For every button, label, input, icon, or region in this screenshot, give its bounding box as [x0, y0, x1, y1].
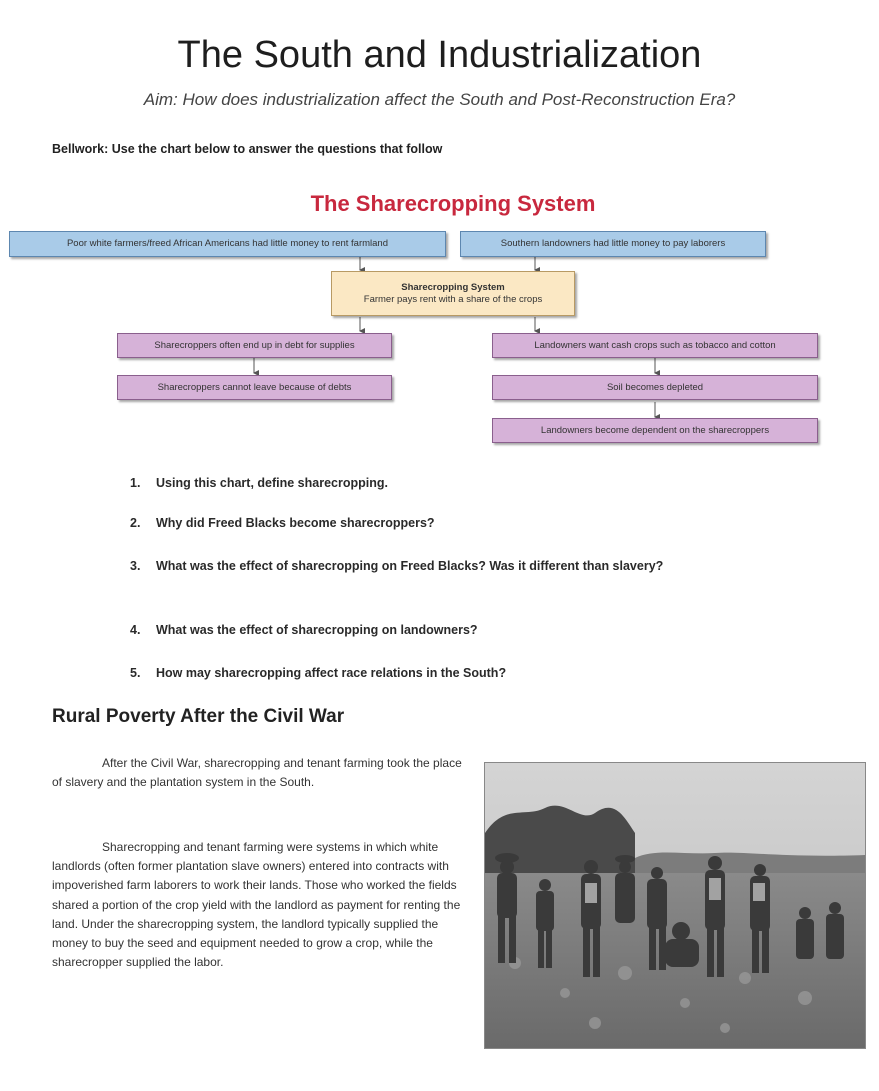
box-cannot-leave: Sharecroppers cannot leave because of debts [117, 375, 392, 400]
paragraph-1 [52, 754, 470, 792]
page-title: The South and Industrialization [177, 34, 702, 76]
paragraph-2 [52, 838, 470, 972]
paragraph-2-text: Sharecropping and tenant farming were systems in which white landlords (often former plantation slave owners) entered into contracts with impoverished farm laborers to work their lands. Those who worked the fields shared a portion of the crop yield with the landlord as payment for renting the land. Under the sharecropping system, the landlord typically supplied the money to buy the seed and equipment needed to grow a crop, while the sharecropper supplied the labor. [52, 840, 461, 970]
center-box-title: Sharecropping System [401, 281, 505, 293]
center-box-subtitle: Farmer pays rent with a share of the crops [363, 293, 543, 305]
box-soil-depleted: Soil becomes depleted [492, 375, 818, 400]
bellwork-instruction: Bellwork: Use the chart below to answer the questions that follow [52, 142, 443, 156]
diagram-title: The Sharecropping System [310, 191, 596, 216]
box-dependent: Landowners become dependent on the sharecroppers [492, 418, 818, 443]
section-heading: Rural Poverty After the Civil War [52, 706, 345, 727]
box-sharecropping-system [331, 271, 575, 316]
sharecroppers-photo [484, 762, 866, 1049]
box-poor-farmers: Poor white farmers/freed African Americans had little money to rent farmland [9, 231, 446, 257]
aim-subtitle: Aim: How does industrialization affect the South and Post-Reconstruction Era? [143, 90, 736, 109]
paragraph-1-text: After the Civil War, sharecropping and tenant farming took the place of slavery and the plantation system in the South. [52, 756, 462, 790]
box-debt-supplies: Sharecroppers often end up in debt for supplies [117, 333, 392, 358]
box-landowners-no-money: Southern landowners had little money to pay laborers [460, 231, 766, 257]
box-cash-crops: Landowners want cash crops such as tobacco and cotton [492, 333, 818, 358]
